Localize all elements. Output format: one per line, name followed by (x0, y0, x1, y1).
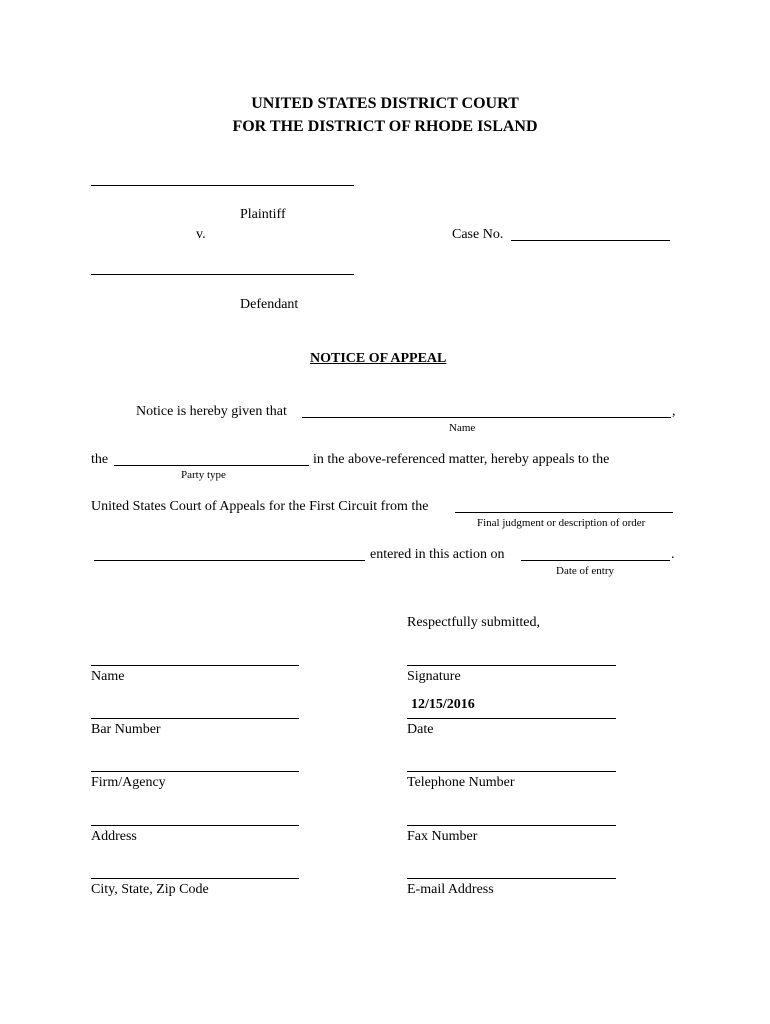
court-title: UNITED STATES DISTRICT COURT (251, 95, 519, 112)
respectfully-submitted: Respectfully submitted, (407, 615, 540, 630)
name-label: Name (91, 669, 125, 684)
order-continuation-line[interactable] (94, 560, 365, 561)
signature-line[interactable] (407, 665, 616, 666)
city-state-zip-label: City, State, Zip Code (91, 882, 209, 897)
date-value[interactable]: 12/15/2016 (411, 697, 475, 712)
appeals-text: in the above-referenced matter, hereby appeals to the (313, 452, 610, 467)
appellant-name-line[interactable] (302, 417, 671, 418)
the-text: the (91, 452, 109, 467)
email-line[interactable] (407, 878, 616, 879)
defendant-name-line[interactable] (91, 274, 354, 275)
signature-label: Signature (407, 669, 461, 684)
case-no-label: Case No. (452, 227, 504, 242)
address-label: Address (91, 829, 137, 844)
telephone-line[interactable] (407, 771, 616, 772)
notice-title: NOTICE OF APPEAL (310, 351, 447, 366)
party-type-line[interactable] (114, 465, 309, 466)
date-of-entry-line[interactable] (521, 560, 670, 561)
city-state-zip-line[interactable] (91, 878, 299, 879)
name-line[interactable] (91, 665, 299, 666)
date-label: Date (407, 722, 434, 737)
party-type-caption: Party type (181, 469, 226, 481)
bar-number-line[interactable] (91, 718, 299, 719)
district-title: FOR THE DISTRICT OF RHODE ISLAND (232, 118, 538, 135)
firm-agency-line[interactable] (91, 771, 299, 772)
fax-label: Fax Number (407, 829, 478, 844)
fax-line[interactable] (407, 825, 616, 826)
order-caption: Final judgment or description of order (477, 517, 646, 529)
name-caption: Name (449, 422, 476, 434)
plaintiff-name-line[interactable] (91, 185, 354, 186)
defendant-label: Defendant (240, 297, 299, 312)
entered-text: entered in this action on (370, 547, 505, 562)
comma: , (672, 404, 676, 419)
date-line[interactable] (407, 718, 616, 719)
address-line[interactable] (91, 825, 299, 826)
email-label: E-mail Address (407, 882, 494, 897)
bar-number-label: Bar Number (91, 722, 161, 737)
plaintiff-label: Plaintiff (240, 207, 286, 222)
versus-label: v. (196, 227, 206, 242)
period: . (671, 547, 675, 562)
date-of-entry-caption: Date of entry (556, 565, 615, 577)
court-of-appeals-text: United States Court of Appeals for the First Circuit from the (91, 499, 429, 514)
notice-given-text: Notice is hereby given that (136, 404, 287, 419)
case-no-line[interactable] (511, 240, 670, 241)
telephone-label: Telephone Number (407, 775, 515, 790)
firm-agency-label: Firm/Agency (91, 775, 166, 790)
order-description-line[interactable] (455, 512, 673, 513)
